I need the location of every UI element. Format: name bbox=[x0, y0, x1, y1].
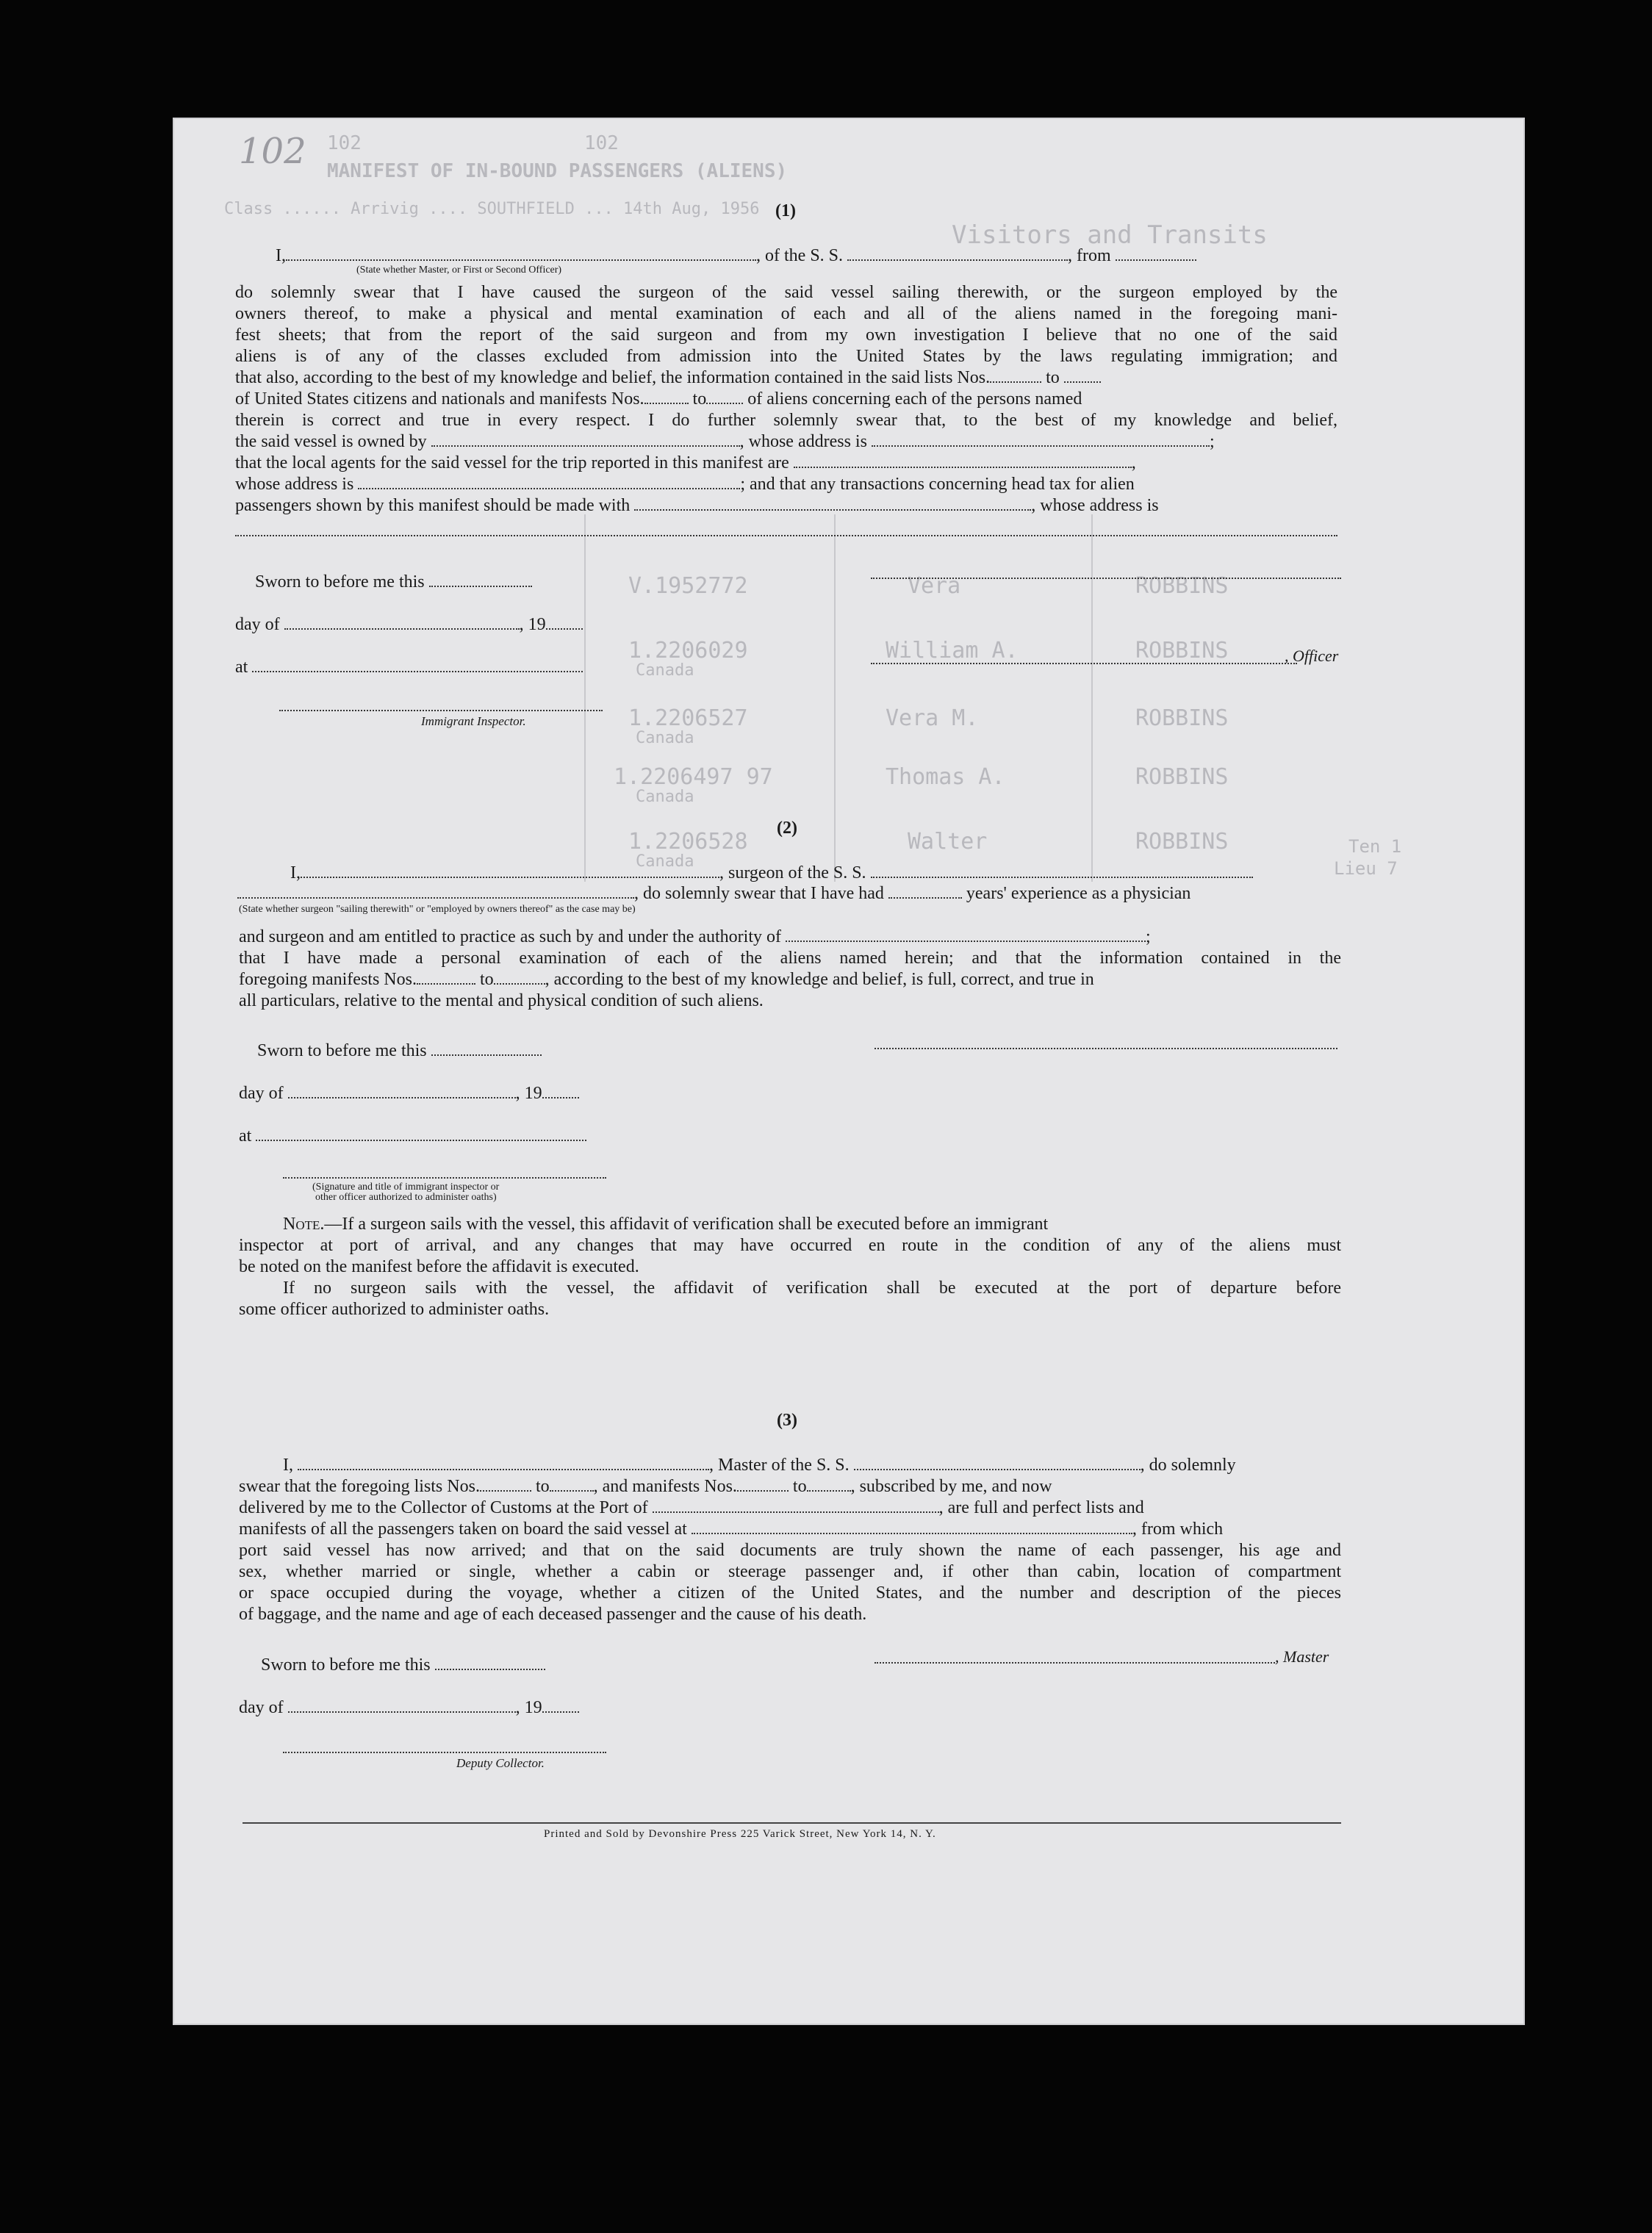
section-2-surgeon-line: I, , surgeon of the S. S. bbox=[290, 863, 1495, 883]
bleed-row: Canada bbox=[636, 729, 694, 747]
manifest-page bbox=[173, 118, 1525, 2025]
section-2-note-line: inspector at port of arrival, and any changes that may have occurred en route in the condition of any of the aliens must bbox=[239, 1236, 1341, 1255]
section-1-inspector-blank bbox=[279, 708, 603, 711]
section-1-address-blank bbox=[235, 533, 1337, 536]
bleed-row: ROBBINS bbox=[1135, 705, 1229, 731]
section-2-note-line: If no surgeon sails with the vessel, the affidavit of verification shall be executed at the port of departure before bbox=[283, 1279, 1341, 1298]
section-2-swear-line: , do solemnly swear that I have had years' experience as a physician bbox=[237, 883, 1487, 904]
section-2-note-line: be noted on the manifest before the affidavit is executed. bbox=[239, 1257, 639, 1276]
bleed-row: William A. bbox=[886, 638, 1019, 664]
section-2-number: (2) bbox=[777, 819, 797, 838]
section-3-text-line: sex, whether married or single, whether a cabin or steerage passenger and, if other than cabin, location of compartment bbox=[239, 1562, 1341, 1581]
section-2-surgeon-sig-blank bbox=[875, 1046, 1337, 1049]
bleed-row: ROBBINS bbox=[1135, 573, 1229, 599]
section-2-inspector-blank bbox=[283, 1176, 606, 1179]
bleed-row: Canada bbox=[636, 788, 694, 806]
section-2-text-line: and surgeon and am entitled to practice as such by and under the authority of ; bbox=[239, 927, 1151, 946]
section-1-master-note: (State whether Master, or First or Second Officer) bbox=[356, 265, 562, 276]
section-3-number: (3) bbox=[777, 1411, 797, 1430]
bleed-header-number: 102 bbox=[584, 132, 619, 154]
section-1-at: at bbox=[235, 657, 583, 677]
handwritten-page-number: 102 bbox=[239, 131, 306, 172]
section-2-sig-caption: other officer authorized to administer oaths) bbox=[315, 1192, 497, 1203]
bleed-row: 1.2206029 bbox=[628, 638, 748, 664]
bleed-row: 1.2206497 97 bbox=[614, 764, 773, 790]
bleed-header-line: Class ...... Arrivig .... SOUTHFIELD ... 14th Aug, 1956 bbox=[224, 200, 760, 218]
bleed-row: Vera M. bbox=[886, 705, 979, 731]
bleed-row: ROBBINS bbox=[1135, 829, 1229, 855]
bleed-row: Vera bbox=[908, 573, 961, 599]
bleed-header-number: 102 bbox=[327, 132, 362, 154]
section-1-text-line: whose address is ; and that any transactions concerning head tax for alien bbox=[235, 475, 1135, 494]
bleed-row: 1.2206527 bbox=[628, 705, 748, 731]
section-3-master-sig-blank bbox=[875, 1661, 1275, 1664]
bleed-row: ROBBINS bbox=[1135, 638, 1229, 664]
bleed-row: ROBBINS bbox=[1135, 764, 1229, 790]
section-1-text-line: owners thereof, to make a physical and mental examination of each and all of the aliens named in the foregoing mani- bbox=[235, 304, 1337, 323]
bleed-rule bbox=[584, 514, 586, 882]
section-1-text-line: of United States citizens and nationals and manifests Nos. to of aliens concerning each of the persons named bbox=[235, 389, 1082, 409]
section-2-day: day of , 19 bbox=[239, 1083, 579, 1104]
section-3-text-line: or space occupied during the voyage, whether a citizen of the United States, and the number and description of the pieces bbox=[239, 1583, 1341, 1603]
section-1-officer-blank bbox=[871, 661, 1297, 664]
section-2-at: at bbox=[239, 1126, 586, 1146]
section-1-text-line: that the local agents for the said vessel for the trip reported in this manifest are , bbox=[235, 453, 1136, 472]
section-2-note-line: Note.—If a surgeon sails with the vessel, this affidavit of verification shall be executed before an immigrant bbox=[283, 1215, 1049, 1234]
bleed-side-mark: Lieu 7 bbox=[1334, 858, 1398, 879]
section-1-text-line: do solemnly swear that I have caused the surgeon of the said vessel sailing therewith, or the surgeon employed by the bbox=[235, 283, 1337, 302]
section-1-inspector-caption: Immigrant Inspector. bbox=[421, 714, 526, 728]
section-3-text-line: port said vessel has now arrived; and that on the said documents are truly shown the name of each passenger, his age and bbox=[239, 1541, 1341, 1560]
section-3-text-line: swear that the foregoing lists Nos. to , and manifests Nos. to , subscribed by me, and now bbox=[239, 1477, 1052, 1496]
section-1-master-line: I, , of the S. S. , from bbox=[276, 245, 1495, 266]
section-3-text-line: manifests of all the passengers taken on board the said vessel at , from which bbox=[239, 1520, 1224, 1539]
section-3-text-line: of baggage, and the name and age of each deceased passenger and the cause of his death. bbox=[239, 1605, 867, 1624]
section-3-day: day of , 19 bbox=[239, 1697, 579, 1718]
section-2-text-line: foregoing manifests Nos. to , according to the best of my knowledge and belief, is full, correct, and true in bbox=[239, 970, 1094, 989]
section-2-text-line: all particulars, relative to the mental and physical condition of such aliens. bbox=[239, 991, 764, 1010]
bleed-row: Thomas A. bbox=[886, 764, 1005, 790]
section-2-sworn: Sworn to before me this bbox=[257, 1040, 542, 1061]
section-1-text-line: aliens is of any of the classes excluded from admission into the United States by the laws regulating immigration; and bbox=[235, 347, 1337, 366]
section-1-sworn: Sworn to before me this bbox=[255, 572, 532, 592]
section-3-master-caption: , Master bbox=[1275, 1647, 1329, 1666]
section-3-text-line: delivered by me to the Collector of Customs at the Port of , are full and perfect lists and bbox=[239, 1498, 1144, 1517]
section-2-surgeon-note: (State whether surgeon "sailing therewith" or "employed by owners thereof" as the case may be) bbox=[239, 904, 636, 915]
section-1-number: (1) bbox=[775, 201, 796, 220]
bleed-row: V.1952772 bbox=[628, 573, 748, 599]
footer-rule bbox=[243, 1822, 1341, 1824]
section-3-collector-blank bbox=[283, 1750, 606, 1753]
section-1-text-line: the said vessel is owned by , whose address is ; bbox=[235, 432, 1215, 451]
section-3-sworn: Sworn to before me this bbox=[261, 1655, 545, 1675]
section-1-officer-sig-blank bbox=[871, 576, 1341, 579]
bleed-header-line: MANIFEST OF IN-BOUND PASSENGERS (ALIENS) bbox=[327, 160, 788, 182]
bleed-right-header: Visitors and Transits bbox=[952, 220, 1268, 250]
bleed-rule bbox=[834, 514, 836, 882]
bleed-row: Canada bbox=[636, 661, 694, 680]
section-1-officer-caption: , Officer bbox=[1285, 647, 1339, 665]
section-2-sig-caption: (Signature and title of immigrant inspector or bbox=[312, 1182, 500, 1193]
printer-imprint: Printed and Sold by Devonshire Press 225 Varick Street, New York 14, N. Y. bbox=[544, 1828, 936, 1840]
bleed-row: 1.2206528 bbox=[628, 829, 748, 855]
section-3-master-line: I, , Master of the S. S. , do solemnly bbox=[283, 1456, 1236, 1475]
section-1-day: day of , 19 bbox=[235, 614, 583, 635]
bleed-rule bbox=[1091, 514, 1093, 882]
section-1-text-line: therein is correct and true in every respect. I do further solemnly swear that, to the best of my knowledge and belief, bbox=[235, 411, 1337, 430]
section-1-text-line: that also, according to the best of my knowledge and belief, the information contained in the said lists Nos. to bbox=[235, 367, 1337, 388]
section-2-note-line: some officer authorized to administer oaths. bbox=[239, 1300, 550, 1319]
section-1-text-line: passengers shown by this manifest should be made with , whose address is bbox=[235, 496, 1159, 515]
section-2-text-line: that I have made a personal examination of each of the aliens named herein; and that the information contained in the bbox=[239, 949, 1341, 968]
section-3-collector-caption: Deputy Collector. bbox=[456, 1756, 545, 1770]
bleed-side-mark: Ten 1 bbox=[1348, 836, 1402, 857]
bleed-row: Canada bbox=[636, 852, 694, 871]
section-1-text-line: fest sheets; that from the report of the said surgeon and from my own investigation I believe that no one of the said bbox=[235, 326, 1337, 345]
bleed-row: Walter bbox=[908, 829, 988, 855]
